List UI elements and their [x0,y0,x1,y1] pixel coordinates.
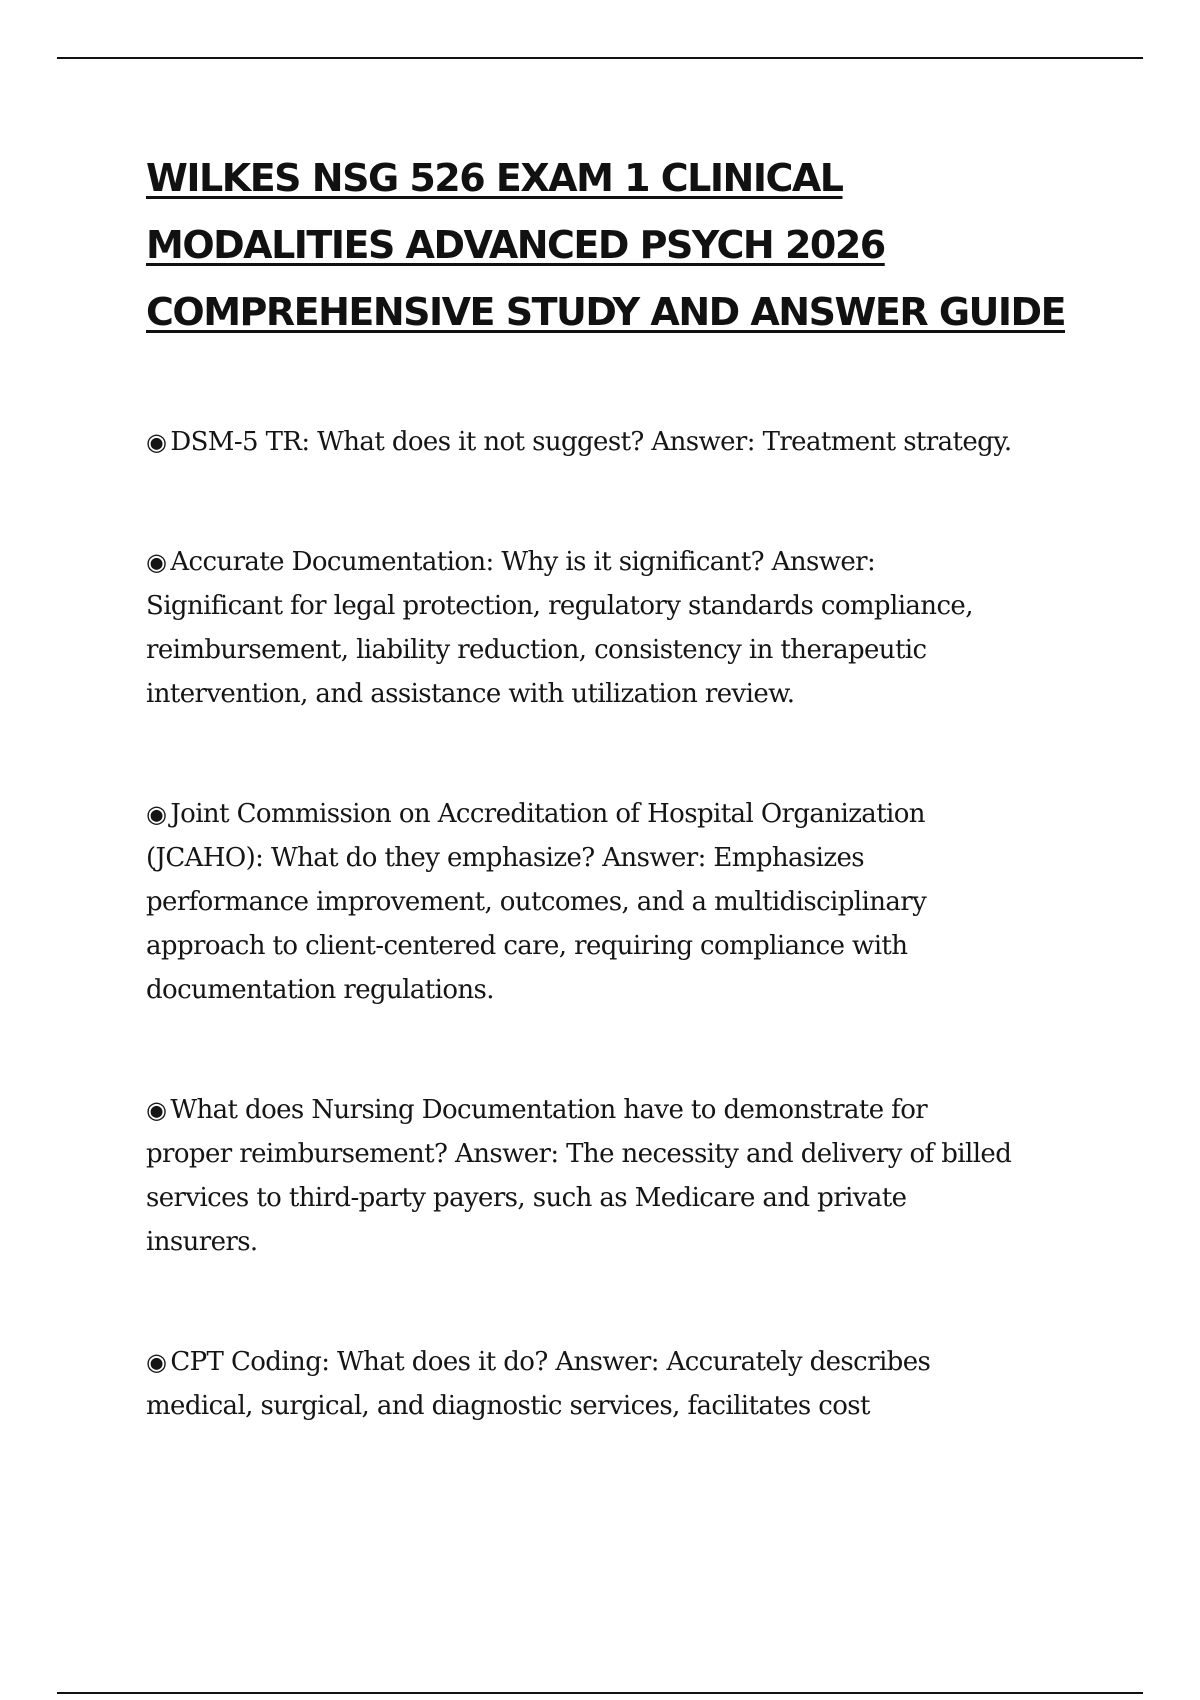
bullet-icon: ◉ [146,1096,167,1124]
entry-line: approach to client-centered care, requiring compliance with [146,931,908,961]
entry-line: ◉ DSM-5 TR: What does it not suggest? Answer: Treatment strategy. [146,427,1012,457]
qa-entry-cpt-coding [146,1340,1106,1428]
title-line-2: MODALITIES ADVANCED PSYCH 2026 [146,223,885,267]
entry-line: ◉ CPT Coding: What does it do? Answer: Accurately describes [146,1347,931,1377]
entry-line: ◉ What does Nursing Documentation have to demonstrate for [146,1095,928,1125]
bottom-rule [57,1692,1143,1694]
entry-line: medical, surgical, and diagnostic services, facilitates cost [146,1391,870,1421]
bullet-icon: ◉ [146,1348,167,1376]
entry-line: Significant for legal protection, regulatory standards compliance, [146,591,973,621]
entry-line: ◉ Accurate Documentation: Why is it significant? Answer: [146,547,876,577]
entry-line: services to third-party payers, such as Medicare and private [146,1183,907,1213]
entry-line: performance improvement, outcomes, and a multidisciplinary [146,887,927,917]
entry-line: insurers. [146,1227,258,1257]
entry-line: ◉ Joint Commission on Accreditation of Hospital Organization [146,799,925,829]
title-line-1: WILKES NSG 526 EXAM 1 CLINICAL [146,156,843,200]
bullet-icon: ◉ [146,800,167,828]
entry-line: intervention, and assistance with utilization review. [146,679,795,709]
bullet-icon: ◉ [146,428,167,456]
qa-entry-accurate-documentation [146,540,1106,716]
qa-entry-nursing-documentation [146,1088,1106,1264]
entry-line: proper reimbursement? Answer: The necessity and delivery of billed [146,1139,1012,1169]
qa-entry-jcaho [146,792,1106,1012]
bullet-icon: ◉ [146,548,167,576]
entry-line: reimbursement, liability reduction, consistency in therapeutic [146,635,927,665]
qa-entry-dsm5 [146,420,1106,464]
entry-line: documentation regulations. [146,975,494,1005]
entry-line: (JCAHO): What do they emphasize? Answer: Emphasizes [146,843,865,873]
document-title [146,145,1106,346]
title-line-3: COMPREHENSIVE STUDY AND ANSWER GUIDE [146,290,1066,334]
top-rule [57,57,1143,59]
